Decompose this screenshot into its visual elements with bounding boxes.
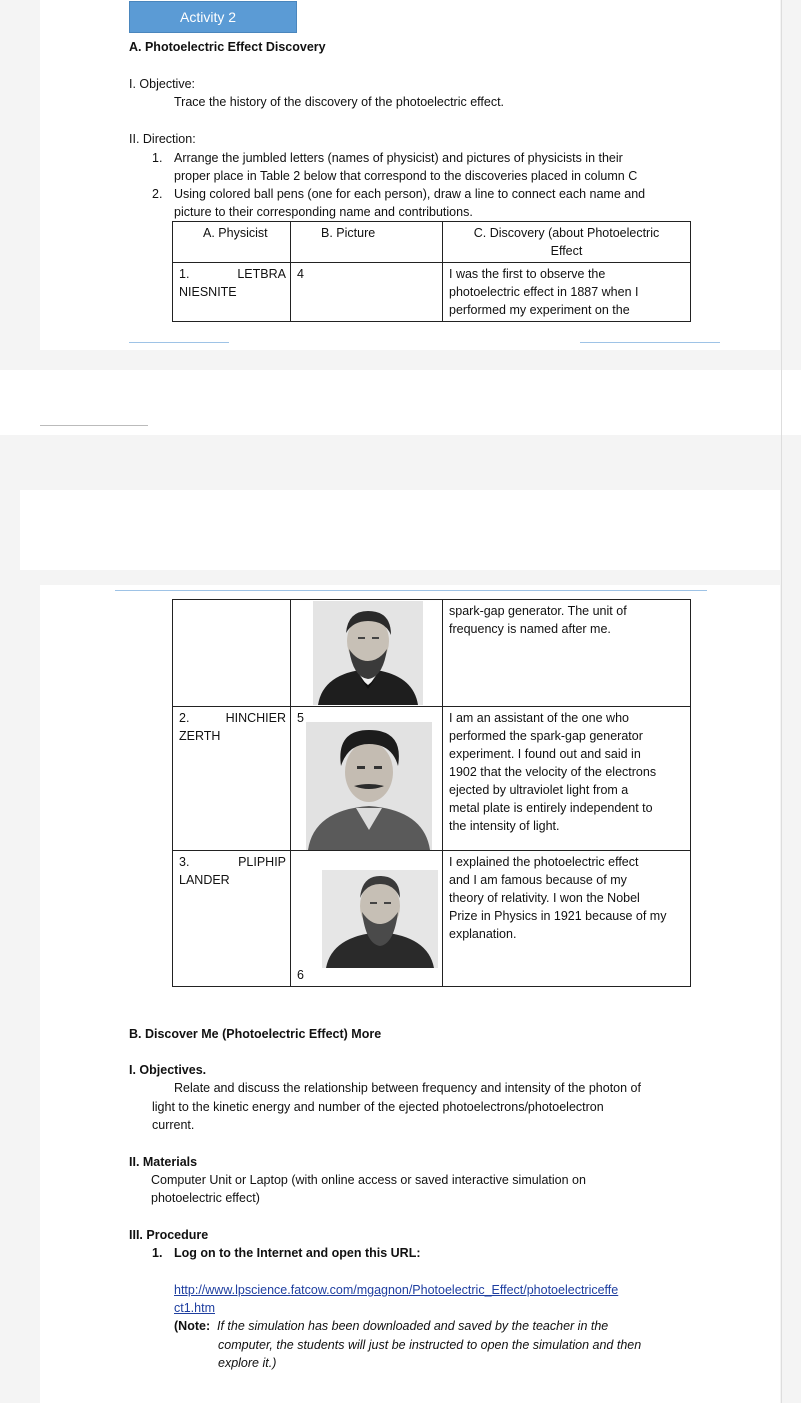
procedure-heading: III. Procedure bbox=[129, 1228, 209, 1242]
direction-2-line2: picture to their corresponding name and contributions. bbox=[174, 205, 473, 219]
physicist-table-top bbox=[172, 221, 691, 322]
direction-heading: II. Direction: bbox=[129, 132, 196, 146]
row-1-picture-cell: 4 bbox=[291, 263, 443, 322]
page-edge-line bbox=[129, 342, 229, 343]
portrait-photo-1 bbox=[313, 601, 423, 705]
objectives-line-3: current. bbox=[152, 1118, 195, 1132]
note-line-2: computer, the students will just be instructed to open the simulation and then bbox=[218, 1338, 642, 1352]
materials-line-1: Computer Unit or Laptop (with online access or saved interactive simulation on bbox=[151, 1173, 586, 1187]
objectives-heading: I. Objectives. bbox=[129, 1063, 207, 1077]
materials-heading: II. Materials bbox=[129, 1155, 198, 1169]
portrait-photo-3 bbox=[322, 870, 438, 968]
column-c-header: C. Discovery (about Photoelectric Effect bbox=[443, 222, 691, 263]
note-line-1: If the simulation has been downloaded and saved by the teacher in the bbox=[217, 1319, 609, 1333]
row-2-picture-cell: 5 bbox=[291, 707, 443, 851]
section-a-title: A. Photoelectric Effect Discovery bbox=[129, 40, 326, 54]
page-edge-line bbox=[580, 342, 720, 343]
direction-2-line1: Using colored ball pens (one for each person), draw a line to connect each name and bbox=[174, 187, 646, 201]
page-gap-lower bbox=[20, 490, 780, 570]
page-edge-line bbox=[115, 590, 707, 591]
row-3-discovery: I explained the photoelectric effect and I am famous because of my theory of relativity. I won the Nobel Prize in Physics in 1921 because of my explanation. bbox=[443, 851, 691, 987]
page-edge-line bbox=[40, 425, 148, 426]
row-2-discovery: I am an assistant of the one who performed the spark-gap generator experiment. I found out and said in 1902 that the velocity of the electrons ejected by ultraviolet light from a metal plate is entirely independent to the intensity of light. bbox=[443, 707, 691, 851]
column-b-header: B. Picture bbox=[291, 222, 443, 263]
objectives-line-1: Relate and discuss the relationship between frequency and intensity of the photon of bbox=[174, 1081, 641, 1095]
objective-text: Trace the history of the discovery of the photoelectric effect. bbox=[174, 95, 505, 109]
simulation-url-link-continued[interactable]: ct1.htm bbox=[174, 1301, 215, 1315]
activity-header: Activity 2 bbox=[129, 1, 297, 33]
row-3-picture-cell: 6 bbox=[291, 851, 443, 987]
step-1-text: Log on to the Internet and open this URL: bbox=[174, 1246, 421, 1260]
objectives-line-2: light to the kinetic energy and number of the ejected photoelectrons/photoelectron bbox=[152, 1100, 604, 1114]
section-b-title: B. Discover Me (Photoelectric Effect) More bbox=[129, 1027, 382, 1041]
column-a-header: A. Physicist bbox=[173, 222, 291, 263]
row-2-physicist: 2. HINCHIER ZERTH bbox=[173, 707, 291, 851]
materials-line-2: photoelectric effect) bbox=[151, 1191, 260, 1205]
row-1-physicist: 1. LETBRA NIESNITE bbox=[173, 263, 291, 322]
direction-1-number: 1. bbox=[152, 151, 163, 165]
page-margin-line bbox=[781, 0, 782, 1403]
direction-1-line1: Arrange the jumbled letters (names of physicist) and pictures of physicists in their bbox=[174, 151, 623, 165]
row-1-discovery-continued: spark-gap generator. The unit of frequency is named after me. bbox=[443, 600, 691, 707]
note-line-3: explore it.) bbox=[218, 1356, 277, 1370]
row-1-physicist-continued bbox=[173, 600, 291, 707]
simulation-url-link[interactable]: http://www.lpscience.fatcow.com/mgagnon/Photoelectric_Effect/photoelectriceffe bbox=[174, 1283, 619, 1297]
row-3-physicist: 3. PLIPHIP LANDER bbox=[173, 851, 291, 987]
row-1-discovery: I was the first to observe the photoelectric effect in 1887 when I performed my experiment on the bbox=[443, 263, 691, 322]
direction-2-number: 2. bbox=[152, 187, 163, 201]
step-1-number: 1. bbox=[152, 1246, 163, 1260]
objective-heading: I. Objective: bbox=[129, 77, 195, 91]
portrait-photo-2 bbox=[306, 722, 432, 850]
note-label: (Note: bbox=[174, 1319, 211, 1333]
direction-1-line2: proper place in Table 2 below that correspond to the discoveries placed in column C bbox=[174, 169, 638, 183]
